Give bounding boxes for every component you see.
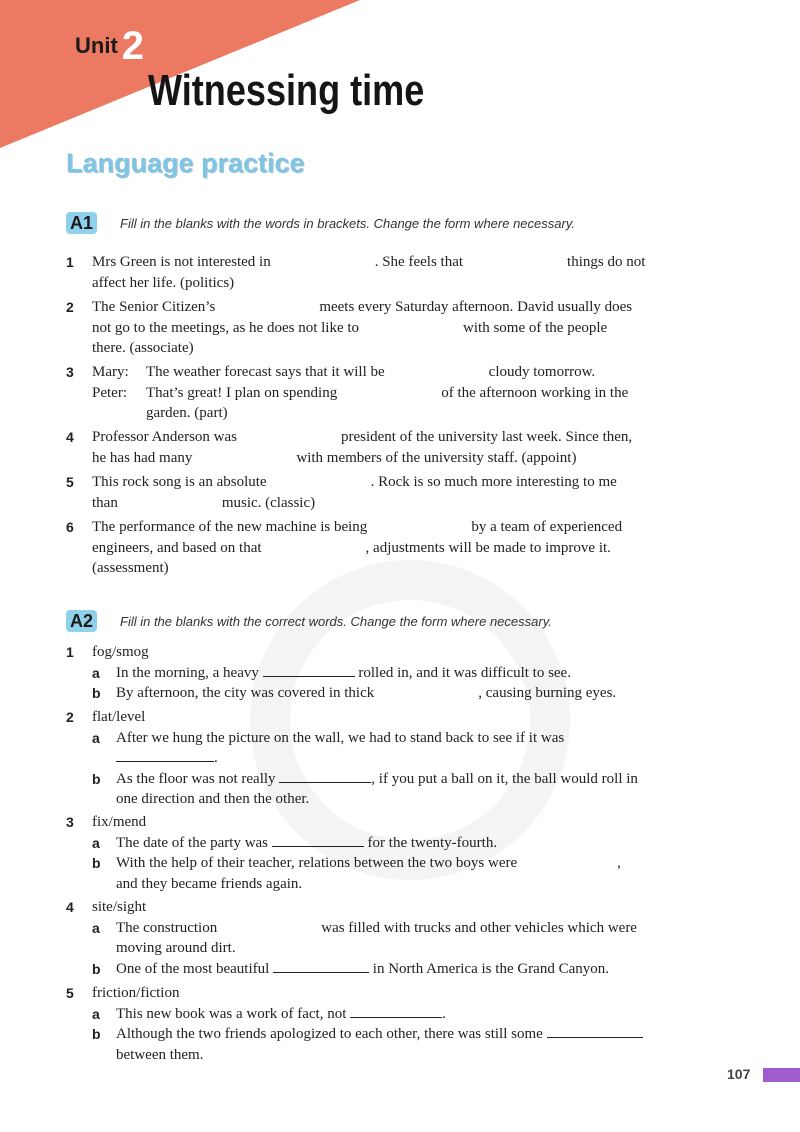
a1-question-5 — [66, 472, 726, 513]
sub-letter: b — [92, 770, 101, 787]
question-text: moving around dirt. — [116, 940, 236, 956]
sub-letter: a — [92, 1005, 100, 1022]
question-text: one direction and then the other. — [116, 791, 310, 807]
a1-question-1 — [66, 252, 726, 293]
question-text: The performance of the new machine is being — [92, 519, 368, 535]
speaker-label: Mary: — [92, 364, 129, 380]
question-text: things do not — [567, 254, 646, 270]
question-text: , adjustments will be made to improve it. — [365, 539, 611, 556]
sub-question-b — [92, 853, 726, 894]
word-pair: friction/fiction — [92, 985, 180, 1001]
question-text: president of the university last week. Since then, — [340, 429, 633, 445]
question-text: . — [214, 750, 218, 766]
question-text: The weather forecast says that it will be — [146, 364, 385, 380]
word-pair: fix/mend — [92, 814, 147, 830]
question-number: 4 — [66, 429, 74, 445]
a1-badge: A1 — [66, 212, 97, 234]
question-text: . Rock is so much more interesting to me — [370, 474, 617, 490]
a2-instruction: Fill in the blanks with the correct words. Change the form where necessary. — [120, 614, 552, 629]
page-number: 107 — [727, 1066, 751, 1082]
question-text: The date of the party was — [116, 834, 269, 851]
a1-question-2 — [66, 297, 726, 359]
sub-letter: b — [92, 685, 101, 701]
question-text: (assessment) — [92, 560, 169, 576]
question-text: of the afternoon working in the — [441, 384, 629, 401]
question-text: meets every Saturday afternoon. David usually does — [319, 299, 633, 315]
sub-question-b — [92, 683, 726, 704]
question-text: rolled in, and it was difficult to see. — [358, 664, 571, 681]
a1-question-4 — [66, 427, 726, 468]
blank[interactable] — [279, 770, 371, 783]
blank[interactable] — [273, 960, 369, 973]
unit-number: 2 — [121, 24, 145, 68]
question-number: 3 — [66, 364, 74, 380]
a1-question-6 — [66, 517, 726, 579]
question-text: with some of the people — [463, 319, 608, 336]
question-number: 5 — [66, 985, 74, 1001]
a2-question-3 — [66, 812, 726, 894]
question-text: That’s great! I plan on spending — [146, 384, 338, 401]
sub-question-b — [92, 769, 726, 810]
blank[interactable] — [116, 749, 214, 762]
question-text: garden. (part) — [146, 405, 228, 421]
question-text: he has had many — [92, 449, 193, 466]
question-text: After we hung the picture on the wall, we had to stand back to see if it was — [116, 729, 565, 746]
question-text: , if you put a ball on it, the ball would roll in — [371, 770, 638, 787]
question-number: 2 — [66, 709, 74, 725]
question-text: music. (classic) — [221, 494, 316, 511]
question-text: This rock song is an absolute — [92, 474, 267, 490]
page-title: Witnessing time — [148, 66, 425, 115]
sub-letter: b — [92, 960, 101, 977]
a1-instruction: Fill in the blanks with the words in brackets. Change the form where necessary. — [120, 216, 575, 231]
question-text: affect her life. (politics) — [92, 274, 235, 291]
a2-question-5 — [66, 983, 726, 1065]
question-text: This new book was a work of fact, not — [116, 1005, 347, 1022]
sub-question-a — [92, 1004, 726, 1025]
sub-question-a — [92, 833, 726, 854]
question-text: The construction — [116, 919, 218, 936]
question-text: One of the most beautiful — [116, 960, 270, 977]
sub-question-b — [92, 959, 726, 980]
question-text: for the twenty-fourth. — [367, 834, 498, 851]
question-text: engineers, and based on that — [92, 539, 262, 556]
question-text: and they became friends again. — [116, 875, 303, 892]
blank[interactable] — [547, 1025, 643, 1038]
question-text: between them. — [116, 1046, 204, 1063]
question-number: 1 — [66, 644, 74, 660]
question-text: , — [617, 855, 621, 871]
question-text: was filled with trucks and other vehicles which were — [321, 919, 637, 936]
section-title: Language practice — [66, 148, 305, 178]
question-text: . She feels that — [374, 254, 464, 270]
question-text: . — [442, 1005, 446, 1022]
question-number: 1 — [66, 254, 74, 270]
unit-word: Unit — [75, 33, 118, 58]
question-text: Although the two friends apologized to each other, there was still some — [116, 1026, 543, 1042]
question-text: Professor Anderson was — [92, 429, 237, 445]
blank[interactable] — [272, 834, 364, 847]
question-text: By afternoon, the city was covered in thick — [116, 685, 375, 701]
sub-letter: a — [92, 919, 100, 936]
question-number: 6 — [66, 519, 74, 535]
question-text: than — [92, 494, 118, 511]
a2-question-1 — [66, 642, 726, 704]
sub-letter: a — [92, 834, 100, 851]
question-text: As the floor was not really — [116, 770, 276, 787]
sub-question-b — [92, 1024, 726, 1065]
question-text: with members of the university staff. (appoint) — [296, 449, 577, 466]
sub-question-a — [92, 728, 726, 769]
blank[interactable] — [263, 664, 355, 677]
question-text: cloudy tomorrow. — [488, 364, 596, 380]
sub-letter: b — [92, 855, 101, 871]
word-pair: site/sight — [92, 899, 147, 915]
a2-question-2 — [66, 707, 726, 810]
question-text: not go to the meetings, as he does not like to — [92, 319, 360, 336]
question-number: 3 — [66, 814, 74, 830]
page-number-bar — [763, 1068, 800, 1082]
question-text: With the help of their teacher, relations between the two boys were — [116, 855, 518, 871]
question-number: 4 — [66, 899, 74, 915]
a1-question-3 — [66, 362, 726, 424]
sub-letter: a — [92, 664, 100, 681]
blank[interactable] — [350, 1005, 442, 1018]
unit-label — [75, 24, 144, 69]
question-number: 2 — [66, 299, 74, 315]
question-number: 5 — [66, 474, 74, 490]
question-text: by a team of experienced — [471, 519, 623, 535]
a2-badge: A2 — [66, 610, 97, 632]
a2-question-4 — [66, 897, 726, 979]
question-text: In the morning, a heavy — [116, 664, 259, 681]
word-pair: flat/level — [92, 709, 146, 725]
question-text: Mrs Green is not interested in — [92, 254, 271, 270]
speaker-label: Peter: — [92, 384, 127, 401]
sub-letter: a — [92, 729, 100, 746]
question-text: in North America is the Grand Canyon. — [372, 960, 609, 977]
word-pair: fog/smog — [92, 644, 149, 660]
question-text: , causing burning eyes. — [478, 685, 617, 701]
sub-question-a — [92, 663, 726, 684]
question-text: there. (associate) — [92, 340, 194, 356]
question-text: The Senior Citizen’s — [92, 299, 216, 315]
sub-question-a — [92, 918, 726, 959]
sub-letter: b — [92, 1026, 101, 1042]
